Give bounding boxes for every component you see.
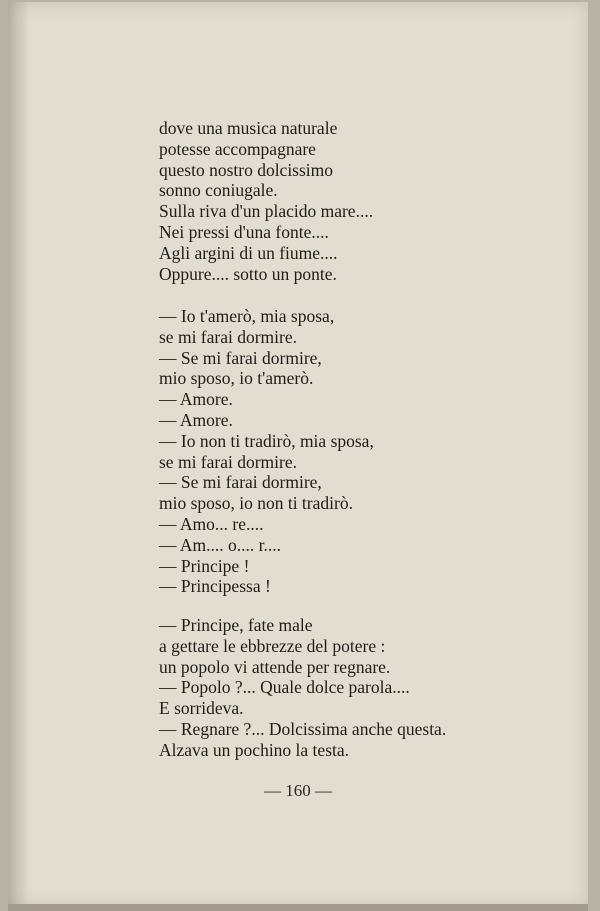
book-page: [8, 2, 588, 907]
verse-line: a gettare le ebbrezze del potere :: [159, 635, 386, 656]
verse-line: questo nostro dolcissimo: [159, 159, 334, 180]
verse-line: se mi farai dormire.: [159, 326, 298, 347]
verse-line: — Principe, fate male: [159, 615, 313, 635]
verse-line: — Se mi farai dormire,: [159, 347, 322, 368]
verse-line: se mi farai dormire.: [159, 451, 298, 472]
verse-line: — Amo... re....: [159, 513, 264, 534]
verse-line: Nei pressi d'una fonte....: [159, 221, 329, 242]
stanza-1: [159, 118, 499, 284]
verse-line: — Principessa !: [159, 576, 271, 597]
verse-line: Agli argini di un fiume....: [159, 242, 338, 263]
verse-line: dove una musica naturale: [159, 118, 338, 138]
verse-line: — Io non ti tradirò, mia sposa,: [159, 430, 374, 451]
page-bottom-edge: [8, 904, 588, 911]
verse-line: — Principe !: [159, 555, 250, 576]
verse-line: — Popolo ?... Quale dolce parola....: [159, 677, 410, 698]
page-number: — 160 —: [264, 781, 332, 800]
verse-line: sonno coniugale.: [159, 180, 278, 201]
verse-line: — Am.... o.... r....: [159, 534, 282, 555]
verse-line: Alzava un pochino la testa.: [159, 739, 350, 760]
verse-line: mio sposo, io non ti tradirò.: [159, 493, 353, 514]
verse-line: Sulla riva d'un placido mare....: [159, 201, 374, 222]
verse-line: — Io t'amerò, mia sposa,: [159, 306, 335, 326]
verse-line: — Se mi farai dormire,: [159, 472, 322, 493]
stanza-3: [159, 615, 499, 761]
verse-line: mio sposo, io t'amerò.: [159, 368, 314, 389]
page-gutter-shadow: [8, 2, 30, 907]
verse-line: E sorrideva.: [159, 698, 244, 719]
verse-line: Oppure.... sotto un ponte.: [159, 263, 337, 284]
verse-line: — Regnare ?... Dolcissima anche questa.: [159, 718, 447, 739]
verse-line: potesse accompagnare: [159, 138, 316, 159]
verse-line: un popolo vi attende per regnare.: [159, 656, 391, 677]
verse-line: — Amore.: [159, 409, 233, 430]
stanza-2: [159, 306, 499, 597]
verse-line: — Amore.: [159, 389, 233, 410]
